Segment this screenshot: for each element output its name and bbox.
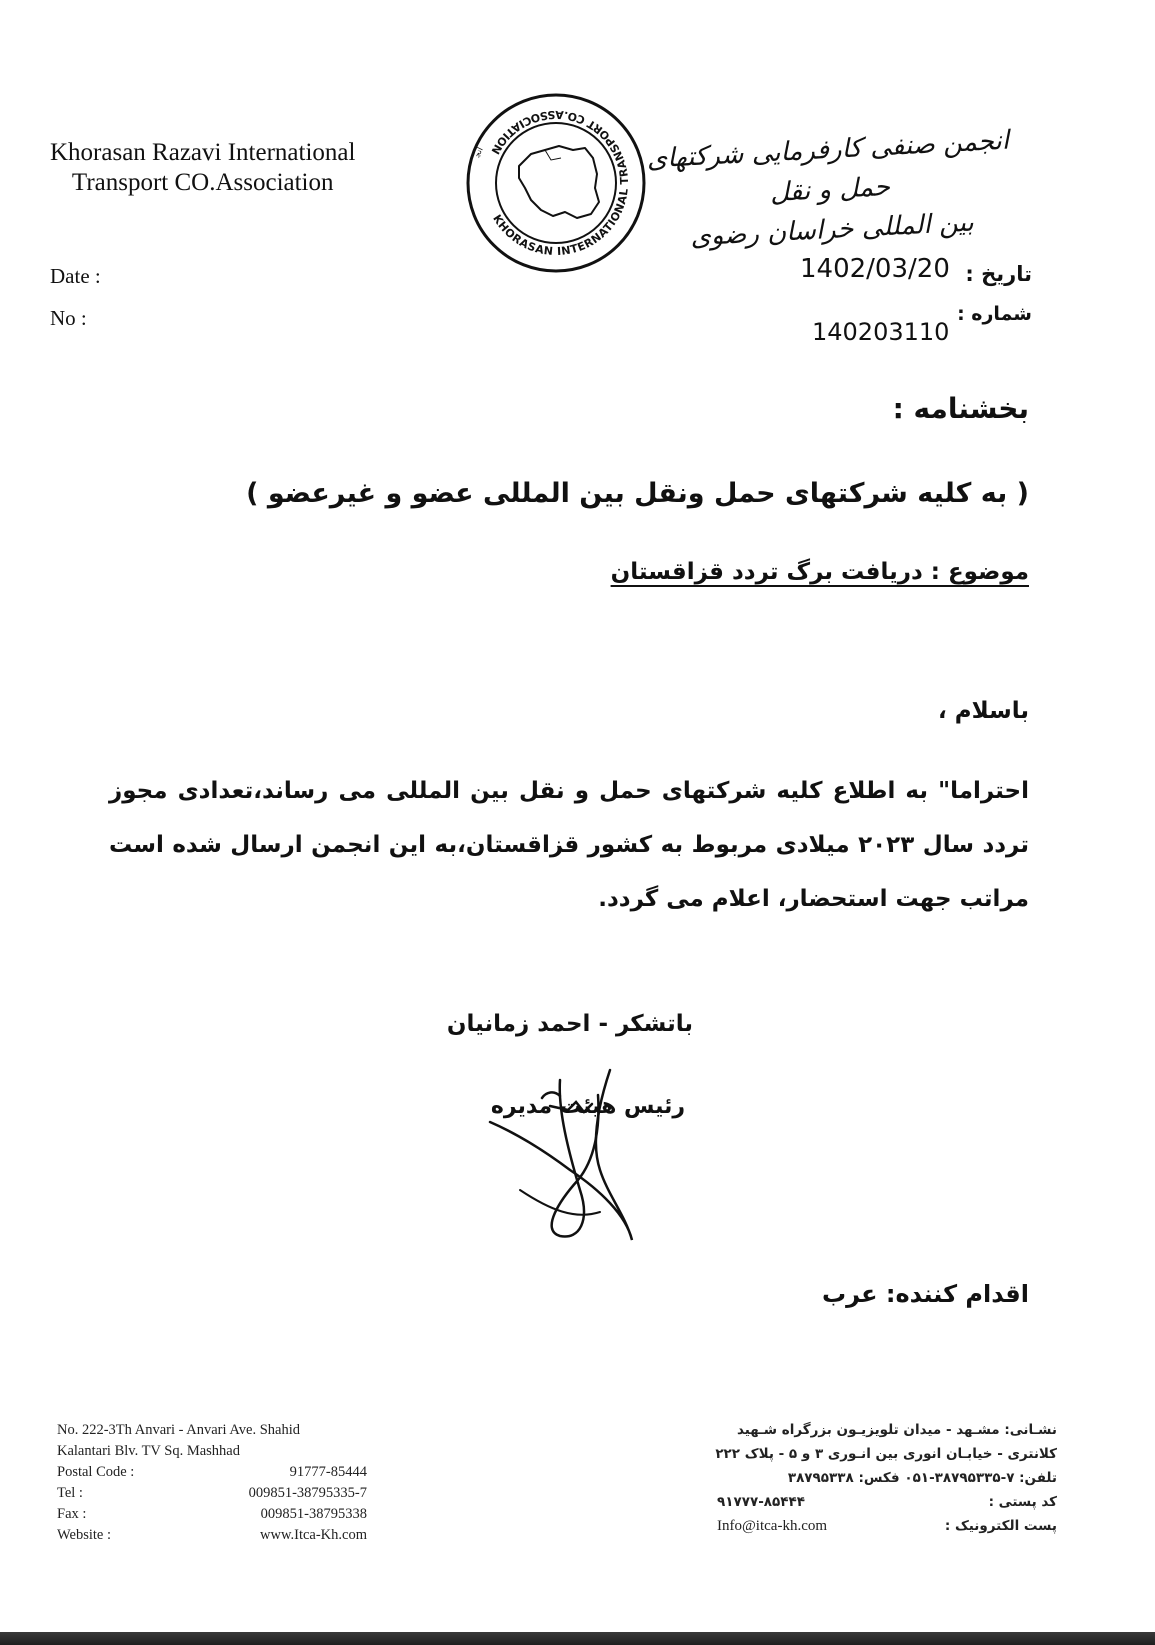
footer-fa-phone-line: تلفن: ۷-۳۸۷۹۵۳۳۵-۰۵۱ فکس: ۳۸۷۹۵۳۳۸ (787, 1470, 1057, 1486)
subject-line: موضوع : دریافت برگ تردد قزاقستان (610, 559, 1029, 585)
closing-signer-name: باتشکر - احمد زمانیان (446, 1011, 693, 1037)
org-name-fa-line1: انجمن صنفی کارفرمایی شرکتهای حمل و نقل (646, 125, 1010, 209)
website-label: Website : (57, 1527, 111, 1543)
org-name-en (50, 138, 355, 198)
footer-fa-postal-row (717, 1490, 1057, 1514)
emblem-top-text: انج (472, 145, 485, 159)
org-name-en-line1: Khorasan Razavi International (50, 139, 356, 166)
footer-postal-row (57, 1462, 367, 1483)
footer-fax-row (57, 1504, 367, 1525)
svg-text:KHORASAN INTERNATIONAL TRANSPO (488, 108, 631, 258)
org-name-fa-line2: بین المللی خراسان رضوی (689, 207, 975, 253)
fax-label: Fax : (57, 1506, 87, 1522)
footer-address-line2: Kalantari Blv. TV Sq. Mashhad (57, 1443, 240, 1459)
greeting: باسلام ، (938, 698, 1029, 724)
postal-code-value-fa: ۹۱۷۷۷-۸۵۴۴۴ (717, 1494, 806, 1510)
date-value: 1402/03/20 (800, 254, 950, 284)
handwritten-signature (450, 1040, 670, 1260)
email-label-fa: پست الکترونیک : (944, 1518, 1057, 1534)
footer-contact-fa (717, 1418, 1057, 1538)
footer-fa-address-line1: نشـانی: مشـهد - میدان تلویزیـون بزرگراه شـهید (736, 1422, 1057, 1438)
scanner-edge (0, 1632, 1155, 1645)
action-by: اقدام کننده: عرب (822, 1280, 1029, 1308)
addressee-line: ( به کلیه شرکتهای حمل ونقل بین المللی عضو و غیرعضو ) (246, 478, 1029, 509)
footer-fa-address-line2: کلانتری - خیابـان انوری بین انـوری ۳ و ۵ - پلاک ۲۲۲ (715, 1446, 1057, 1462)
date-label-en: Date : (50, 264, 101, 288)
footer-fa-email-row (717, 1514, 1057, 1538)
footer-address-line1: No. 222-3Th Anvari - Anvari Ave. Shahid (57, 1422, 300, 1438)
fax-value: 009851-38795338 (260, 1506, 367, 1522)
postal-code-value: 91777-85444 (289, 1464, 367, 1480)
postal-code-label-fa: کد پستی : (988, 1494, 1057, 1510)
footer-website-row (57, 1525, 367, 1546)
circular-heading: بخشنامه : (892, 392, 1029, 425)
letter-body: احتراما" به اطلاع کلیه شرکتهای حمل و نقل بین المللی می رساند،تعدادی مجوز تردد سال ۲۰۲۳ میلادی مربوط به کشور قزاقستان،به این انجمن ارسال شده است مراتب جهت استحضار، اعلام می گردد. (109, 778, 1029, 912)
org-name-fa (627, 120, 1033, 261)
tel-value: 009851-38795335-7 (248, 1485, 367, 1501)
signer-title: رئیس هیئت مدیره (490, 1094, 685, 1119)
map-icon (519, 146, 599, 218)
footer-tel-row (57, 1483, 367, 1504)
emblem-ring-text: KHORASAN INTERNATIONAL TRANSPORT CO.ASSOCIATION (488, 107, 632, 259)
tel-label: Tel : (57, 1485, 83, 1501)
postal-code-label: Postal Code : (57, 1464, 135, 1480)
svg-text:انجمن صنفی کارفرمایی شرکتهای ح (461, 88, 485, 159)
email-link[interactable]: Info@itca-kh.com (717, 1518, 828, 1534)
number-label-fa: شماره : (957, 303, 1032, 325)
footer-contact-en (57, 1420, 367, 1546)
website-link[interactable]: www.Itca-Kh.com (260, 1527, 367, 1543)
org-name-en-line2: Transport CO.Association (71, 169, 334, 196)
number-label-en: No : (50, 306, 87, 330)
number-value: 140203110 (812, 318, 950, 346)
date-label-fa: تاریخ : (965, 262, 1032, 286)
association-emblem (461, 88, 651, 278)
